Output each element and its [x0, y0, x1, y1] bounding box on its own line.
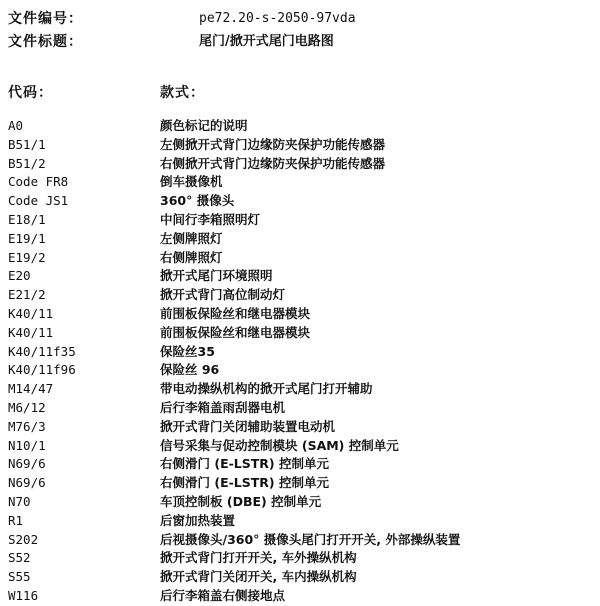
row-code: Code FR8 — [8, 174, 69, 190]
row-model: 掀开式背门关闭开关, 车内操纵机构 — [160, 569, 357, 585]
row-code: E21/2 — [8, 287, 46, 303]
doc-title-label: 文件标题： — [8, 34, 83, 50]
row-code: E20 — [8, 268, 31, 284]
table-row — [8, 531, 598, 550]
row-model: 右侧滑门 (E-LSTR) 控制单元 — [160, 475, 329, 491]
row-code: N70 — [8, 493, 31, 509]
row-code: B51/2 — [8, 155, 46, 171]
row-code: S202 — [8, 531, 39, 547]
row-model: 前围板保险丝和继电器模块 — [160, 324, 311, 340]
row-model: 右侧牌照灯 — [160, 249, 223, 265]
row-code: E19/1 — [8, 230, 46, 246]
table-row — [8, 343, 598, 362]
row-model: 左侧牌照灯 — [160, 230, 223, 246]
row-code: M6/12 — [8, 399, 46, 415]
table-row — [8, 230, 598, 249]
model-column-header: 款式： — [160, 85, 205, 101]
table-row — [8, 286, 598, 305]
table-row — [8, 211, 598, 230]
row-code: S55 — [8, 569, 31, 585]
row-code: R1 — [8, 512, 24, 528]
table-row — [8, 568, 598, 587]
code-column-header: 代码： — [8, 85, 53, 101]
table-row — [8, 173, 598, 192]
table-row — [8, 474, 598, 493]
table-row — [8, 117, 598, 136]
row-code: S52 — [8, 550, 31, 566]
row-code: M76/3 — [8, 418, 46, 434]
table-row — [8, 305, 598, 324]
row-code: A0 — [8, 118, 24, 133]
row-model: 颜色标记的说明 — [160, 118, 248, 133]
table-row — [8, 267, 598, 286]
table-row — [8, 136, 598, 155]
row-code: N69/6 — [8, 475, 46, 491]
row-model: 前围板保险丝和继电器模块 — [160, 305, 311, 321]
doc-title-row — [8, 31, 598, 53]
row-model: 保险丝35 — [160, 343, 215, 359]
row-code: E19/2 — [8, 249, 46, 265]
row-model: 后行李箱盖雨刮器电机 — [160, 399, 286, 415]
row-code: N69/6 — [8, 456, 46, 472]
row-code: E18/1 — [8, 211, 46, 227]
row-code: W116 — [8, 587, 39, 603]
table-header — [8, 82, 598, 104]
row-code: K40/11 — [8, 324, 54, 340]
table-row — [8, 512, 598, 531]
doc-title-value: 尾门/掀开式尾门电路图 — [199, 34, 334, 49]
row-code: N10/1 — [8, 437, 46, 453]
table-row — [8, 549, 598, 568]
row-model: 后窗加热装置 — [160, 512, 236, 528]
table-row — [8, 155, 598, 174]
row-model: 中间行李箱照明灯 — [160, 211, 261, 227]
row-code: K40/11f96 — [8, 362, 76, 378]
row-model: 倒车摄像机 — [160, 174, 223, 190]
row-model: 右侧滑门 (E-LSTR) 控制单元 — [160, 456, 329, 472]
doc-number-row — [8, 8, 598, 30]
row-model: 掀开式背门关闭辅助装置电动机 — [160, 418, 336, 434]
table-row — [8, 587, 598, 606]
row-code: K40/11f35 — [8, 343, 76, 359]
row-model: 保险丝 96 — [160, 362, 220, 378]
doc-number-value: pe72.20-s-2050-97vda — [199, 11, 356, 26]
doc-number-label: 文件编号： — [8, 11, 83, 27]
row-model: 车顶控制板 (DBE) 控制单元 — [160, 493, 322, 509]
row-model: 后行李箱盖右侧接地点 — [160, 587, 286, 603]
table-row — [8, 418, 598, 437]
table-row — [8, 437, 598, 456]
table-row — [8, 455, 598, 474]
component-list — [8, 117, 598, 606]
row-model: 360° 摄像头 — [160, 193, 235, 209]
row-model: 左侧掀开式背门边缘防夹保护功能传感器 — [160, 136, 386, 152]
row-model: 后视摄像头/360° 摄像头尾门打开开关, 外部操纵装置 — [160, 531, 461, 547]
table-row — [8, 192, 598, 211]
row-model: 带电动操纵机构的掀开式尾门打开辅助 — [160, 381, 373, 397]
row-model: 掀开式背门高位制动灯 — [160, 287, 286, 303]
row-model: 右侧掀开式背门边缘防夹保护功能传感器 — [160, 155, 386, 171]
table-row — [8, 493, 598, 512]
row-model: 掀开式背门打开开关, 车外操纵机构 — [160, 550, 357, 566]
table-row — [8, 324, 598, 343]
table-row — [8, 380, 598, 399]
row-code: K40/11 — [8, 305, 54, 321]
table-row — [8, 399, 598, 418]
table-row — [8, 361, 598, 380]
row-model: 信号采集与促动控制模块 (SAM) 控制单元 — [160, 437, 399, 453]
row-code: M14/47 — [8, 381, 54, 397]
row-code: Code JS1 — [8, 193, 69, 209]
row-model: 掀开式尾门环境照明 — [160, 268, 273, 284]
row-code: B51/1 — [8, 136, 46, 152]
table-row — [8, 249, 598, 268]
